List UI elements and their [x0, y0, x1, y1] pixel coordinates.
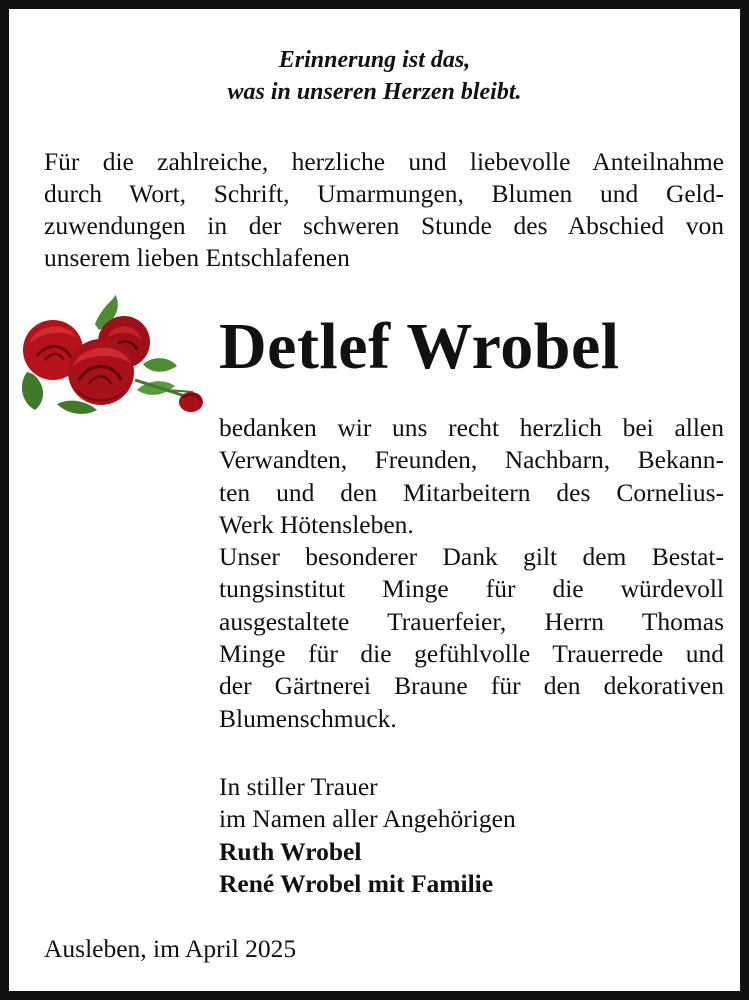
intro-line: zuwendungen in der schweren Stunde des Abschied von	[44, 211, 724, 240]
thanks-paragraph	[219, 412, 724, 735]
thanks-line: Verwandten, Freunden, Nachbarn, Bekann-	[219, 445, 724, 475]
thanks-line: Blumenschmuck.	[219, 703, 397, 733]
signer-2: René Wrobel mit Familie	[219, 868, 494, 898]
signoff-line-1: In stiller Trauer	[219, 772, 378, 801]
intro-line: durch Wort, Schrift, Umarmungen, Blumen und Geld-	[44, 179, 724, 208]
deceased-name: Detlef Wrobel	[219, 310, 620, 383]
intro-paragraph	[44, 146, 724, 274]
thanks-line: Unser besonderer Dank gilt dem Bestat-	[219, 542, 724, 572]
red-roses-image	[17, 294, 209, 419]
thanks-line: Minge für die gefühlvolle Trauerrede und	[219, 639, 724, 669]
motto-line-2: was in unseren Herzen bleibt.	[227, 79, 522, 105]
signoff-line-2: im Namen aller Angehörigen	[219, 804, 516, 834]
place-date: Ausleben, im April 2025	[44, 934, 297, 963]
thanks-line: Werk Hötensleben.	[219, 509, 414, 539]
thanks-line: bedanken wir uns recht herzlich bei allen	[219, 413, 724, 442]
thanks-line: ten und den Mitarbeitern des Cornelius-	[219, 477, 724, 507]
thanks-line: ausgestaltete Trauerfeier, Herrn Thomas	[219, 606, 724, 636]
thanks-line: tungsinstitut Minge für die würdevoll	[219, 574, 724, 604]
intro-line: Für die zahlreiche, herzliche und liebevolle Anteilnahme	[44, 147, 724, 176]
motto-line-1: Erinnerung ist das,	[278, 47, 471, 73]
signoff	[219, 771, 516, 900]
motto	[9, 44, 740, 108]
intro-line: unserem lieben Entschlafenen	[44, 243, 350, 272]
signer-1: Ruth Wrobel	[219, 836, 362, 866]
thanks-line: der Gärtnerei Braune für den dekorativen	[219, 671, 724, 701]
